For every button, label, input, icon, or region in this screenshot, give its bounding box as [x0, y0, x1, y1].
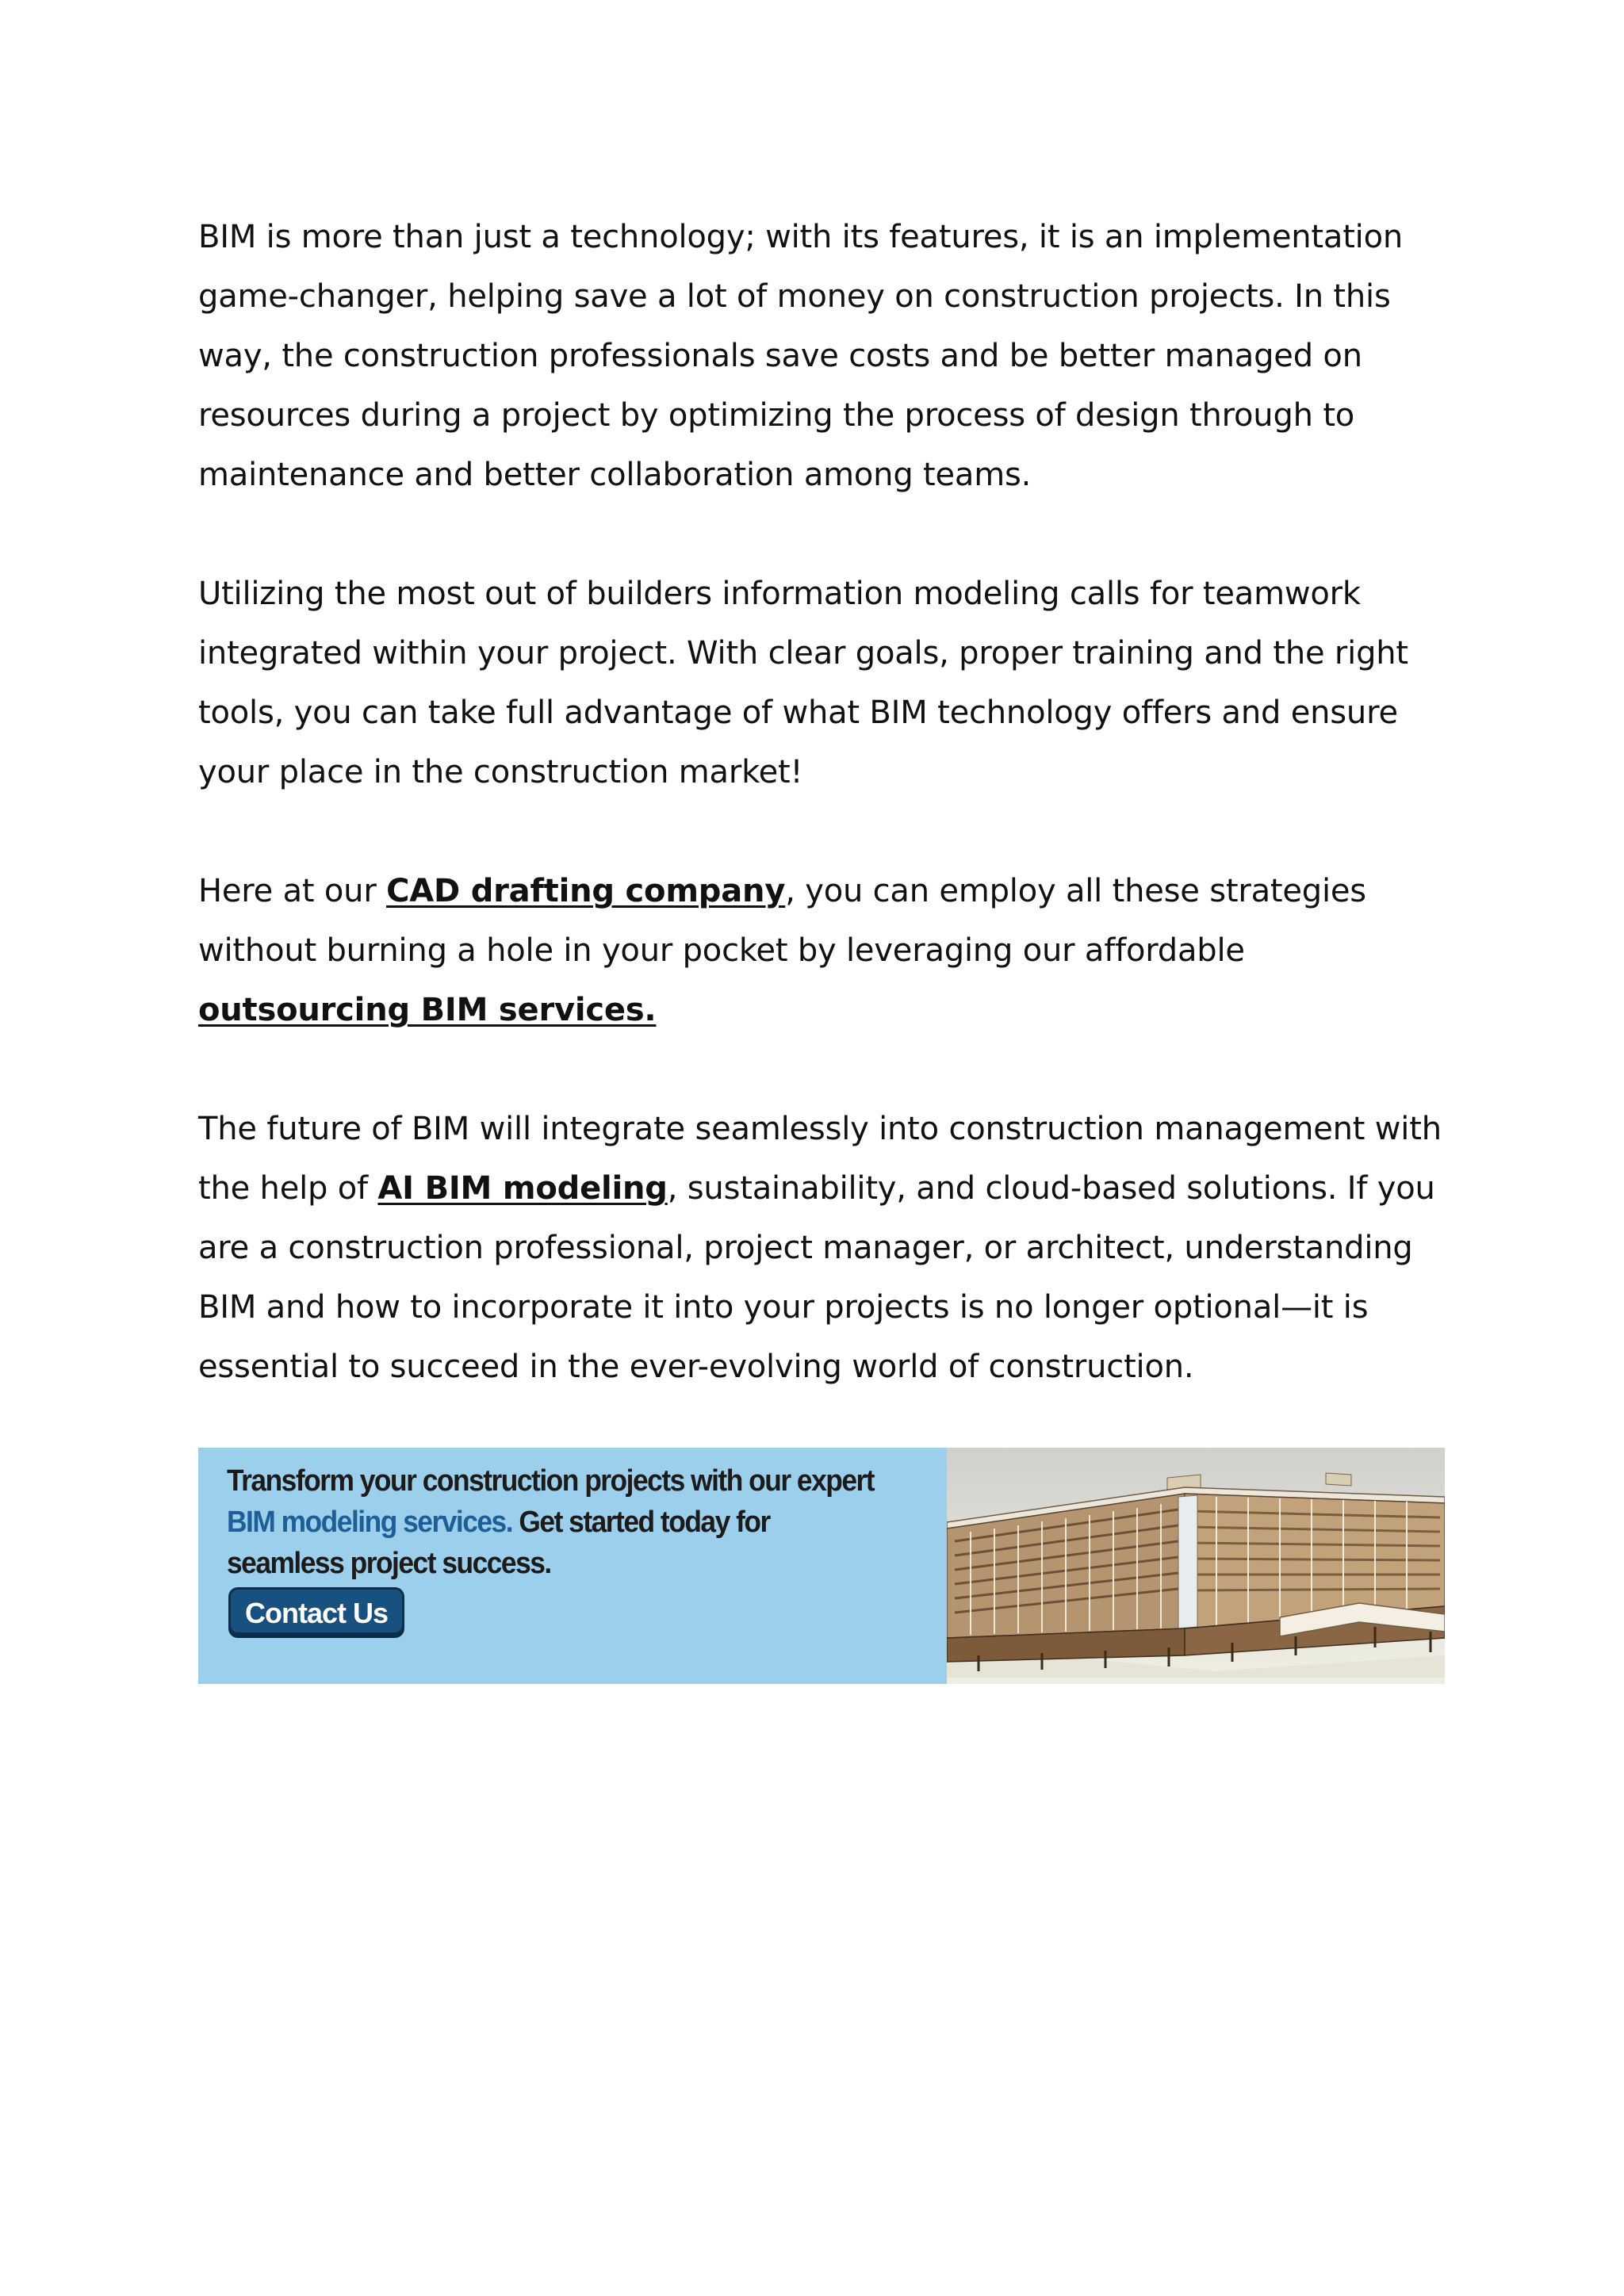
- outsourcing-bim-services-link[interactable]: outsourcing BIM services.: [198, 992, 657, 1028]
- article-body: [198, 208, 1451, 1397]
- paragraph-text: Here at our: [198, 873, 387, 909]
- banner-text-panel: [198, 1448, 947, 1684]
- banner-text-start: Transform your construction projects with our expert: [227, 1464, 875, 1498]
- banner-text-end: Get started today for seamless project success.: [227, 1506, 770, 1580]
- contact-us-button[interactable]: Contact Us: [228, 1587, 404, 1635]
- paragraph-bim-future: [198, 1100, 1451, 1397]
- building-model-illustration: [947, 1448, 1445, 1684]
- paragraph-text: The future of BIM will integrate seamlessly into construction management with the help of: [198, 1111, 1442, 1207]
- paragraph-cad-company: [198, 862, 1451, 1040]
- ai-bim-modeling-link[interactable]: AI BIM modeling: [377, 1170, 668, 1207]
- banner-headline: [227, 1460, 875, 1584]
- bim-services-banner[interactable]: [198, 1448, 1445, 1684]
- paragraph-bim-cost-savings: BIM is more than just a technology; with its features, it is an implementation game-changer, helping save a lot of money on construction projects. In this way, the construction professionals save costs and be better managed on resources during a project by optimizing the process of design through to maintenance and better collaboration among teams.: [198, 219, 1404, 493]
- banner-highlight: BIM modeling services.: [227, 1506, 513, 1539]
- paragraph-text: , sustainability, and cloud-based solutions. If you are a construction professional, project manager, or architect, understanding BIM and how to incorporate it into your projects is no longer optional—it is essential to succeed in the ever-evolving world of construction.: [198, 1170, 1435, 1385]
- cad-drafting-company-link[interactable]: CAD drafting company: [386, 873, 786, 909]
- building-icon: [947, 1448, 1445, 1684]
- paragraph-bim-teamwork: Utilizing the most out of builders information modeling calls for teamwork integrated within your project. With clear goals, proper training and the right tools, you can take full advantage of what BIM technology offers and ensure your place in the construction market!: [198, 576, 1408, 790]
- paragraph-text: , you can employ all these strategies without burning a hole in your pocket by leveraging our affordable: [198, 873, 1366, 969]
